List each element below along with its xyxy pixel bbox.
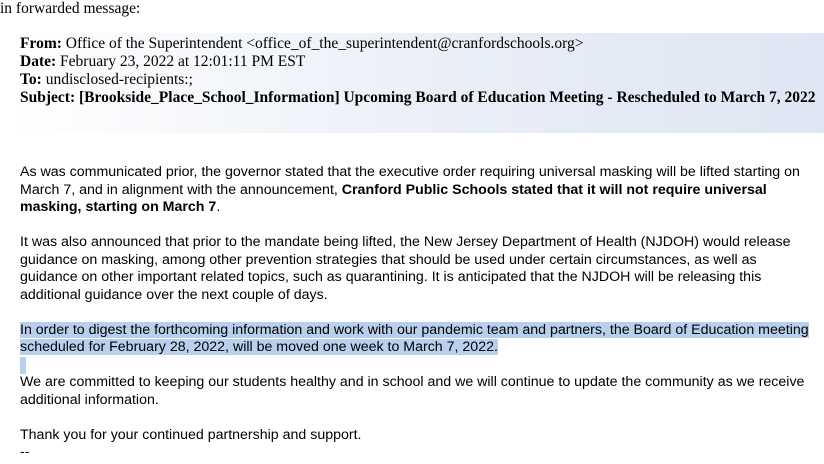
paragraph-meeting-selected[interactable] (20, 322, 816, 375)
paragraph-masking-bold: Cranford Public Schools stated that it will not require universal masking, starting on March 7 (20, 181, 767, 215)
selection-cursor-line (20, 357, 26, 375)
signature-separator: -- (20, 444, 30, 460)
paragraph-masking-end: . (216, 199, 221, 215)
subject-line (20, 89, 820, 107)
forwarded-message-label: in forwarded message: (0, 0, 141, 17)
to-label: To: (20, 71, 42, 88)
selected-text[interactable]: In order to digest the forthcoming information and work with our pandemic team and partners, the Board of Education meeting scheduled for February 28, 2022, will be moved one week to March 7, 2022. (20, 321, 809, 355)
subject-value: [Brookside_Place_School_Information] Upcoming Board of Education Meeting - Rescheduled to March 7, 2022 (78, 89, 816, 106)
from-label: From: (20, 35, 62, 52)
date-value: February 23, 2022 at 12:01:11 PM EST (60, 53, 306, 70)
message-body[interactable] (20, 164, 816, 462)
to-value: undisclosed-recipients:; (45, 71, 193, 88)
subject-label: Subject: (20, 89, 76, 106)
date-line (20, 53, 820, 71)
paragraph-masking-text: As was communicated prior, the governor stated that the executive order requiring universal masking will be lifted starting on March 7, and in alignment with the announcement, (20, 164, 800, 198)
from-line (20, 35, 820, 53)
from-value: Office of the Superintendent <office_of_the_superintendent@cranfordschools.org> (65, 35, 584, 52)
paragraph-guidance: It was also announced that prior to the mandate being lifted, the New Jersey Department of Health (NJDOH) would release guidance on masking, among other prevention strategies that should be used under certain circumstances, as well as guidance on other important related topics, such as quarantining. It is anticipated that the NJDOH will be releasing this additional guidance over the next couple of days. (20, 234, 791, 303)
to-line (20, 71, 820, 89)
paragraph-masking (20, 164, 816, 217)
paragraph-commitment: We are committed to keeping our students healthy and in school and we will continue to update the community as we receive additional information. (20, 374, 805, 408)
paragraph-thanks: Thank you for your continued partnership and support. (20, 426, 362, 443)
forwarded-header (12, 33, 824, 133)
date-label: Date: (20, 53, 57, 70)
